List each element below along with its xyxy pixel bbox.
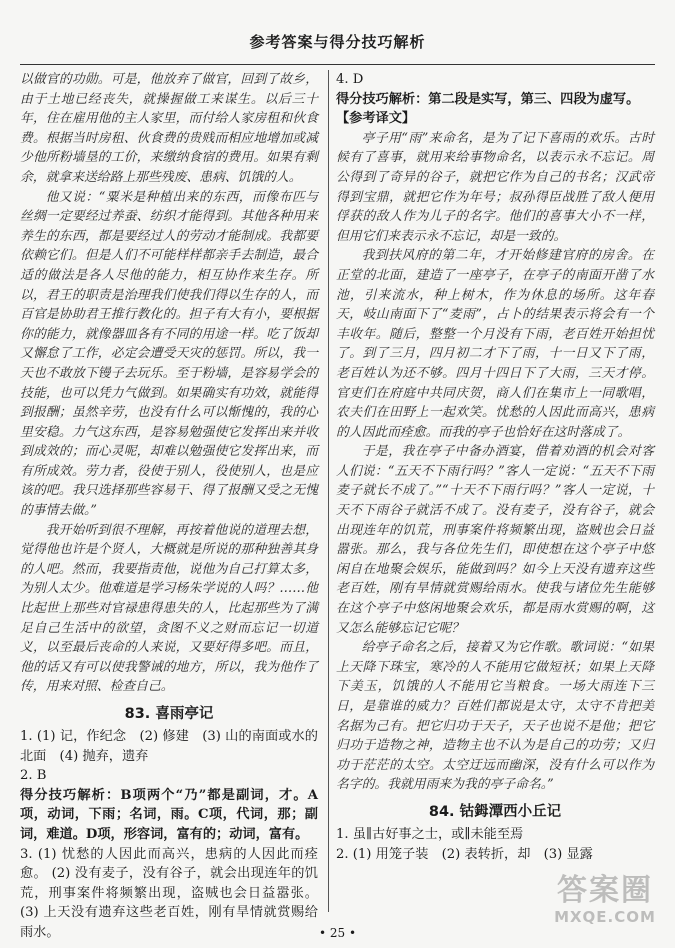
header-title: 参考答案与得分技巧解析 (249, 33, 426, 51)
answer-84-1: 1. 虽∥古好事之士，或∥未能至焉 (336, 826, 524, 842)
watermark-line-2: MXQE.COM (554, 908, 656, 926)
reference-translation-tag: 【参考译文】 (336, 111, 416, 127)
watermark-logo (551, 873, 659, 942)
right-paragraph-4: 给亭子命名之后，接着又为它作歌。歌词说：“如果上天降下珠宝，寒冷的人不能用它做短袄；如果上天降下美玉，饥饿的人不能用它当粮食。一场大雨连下三日，是靠谁的威力？百姓们都说是太守，太守不肯把美名据为己有。把它归功于天子，天子也说不是他；把它归功于造物之神，造物主也不认为是自己的功劳；又归功于茫茫的太空。太空迂远而幽深，没有什么可以作为名字的。我就用雨来为我的亭子命名。” (336, 640, 654, 793)
right-paragraph-1: 亭子用“雨”来命名，是为了记下喜雨的欢乐。古时候有了喜事，就用来给事物命名，以表示永不忘记。周公得到了奇异的谷子，就把它作为自己的书名；汉武帝得到宝鼎，就把它作为年号；叔孙得臣战胜了敌人便用俘获的敌人作为儿子的名字。他们的喜事大小不一样，但用它们来表示永不忘记，却是一致的。 (336, 130, 654, 244)
right-paragraph-3: 于是，我在亭子中备办酒宴，借着劝酒的机会对客人们说：“五天不下雨行吗？”客人一定说：“五天不下雨麦子就长不成了。”“十天不下雨行吗？”客人一定说，十天不下雨谷子就活不成了。没有麦子，没有谷子，就会出现连年的饥荒，刑事案件将频繁出现，盗贼也会日益嚣张。那么，我与各位先生们，即使想在这个亭子中悠闲自在地聚会娱乐，能做到吗？如今上天没有遗弃这些老百姓，刚有旱情就赏赐给雨水。使我与诸位先生能够在这个亭子中悠闲地聚会欢乐，都是雨水赏赐的啊，这又怎么能够忘记它呢？ (336, 444, 654, 636)
section-title-84: 84. 钴鉧潭西小丘记 (428, 803, 562, 820)
answer-83-2: 2. B (20, 768, 47, 784)
answer-83-3: 3. (1) 忧愁的人因此而高兴，患病的人因此而痊愈。 (2) 没有麦子，没有谷子，就会出现连年的饥荒，刑事案件将频繁出现，盗贼也会日益嚣张。 (3) 上天没有遗弃这些老百姓，刚有旱情就赏赐给雨水。 (20, 846, 318, 940)
right-paragraph-2: 我到扶风府的第二年，才开始修建官府的房舍。在正堂的北面，建造了一座亭子，在亭子的南面开凿了水池，引来流水，种上树木，作为休息的场所。这年春天，岐山南面下了“麦雨”，占卜的结果表示将会有一个丰收年。随后，整整一个月没有下雨，老百姓开始担忧了。到了三月，四月初二才下了雨，十一日又下了雨，老百姓认为还不够。四月十四日下了大雨，三天才停。官吏们在府庭中共同庆贺，商人们在集市上一同歌唱，农夫们在田野上一起欢笑。忧愁的人因此而高兴，患病的人因此而痊愈。而我的亭子也恰好在这时落成了。 (336, 248, 654, 440)
left-column (20, 70, 318, 940)
column-divider (328, 70, 329, 912)
page-header (20, 20, 655, 65)
left-paragraph-3: 我开始听到很不理解，再按着他说的道理去想，觉得他也许是个贤人，大概就是所说的那种独善其身的人吧。然而，我要指责他，说他为自己打算太多，为别人太少。他难道是学习杨朱学说的人吗？……他比起世上那些对官禄患得患失的人，比起那些为了满足自己生活中的欲望，贪图不义之财而忘记一切道义，以至最后丧命的人来说，又要好得多吧。而且，他的话又有可以使我警诫的地方，所以，我为他作了传，用来对照、检查自己。 (20, 522, 318, 695)
answer-82-4: 4. D (336, 72, 364, 87)
right-column (336, 70, 654, 920)
answer-82-4-analysis: 得分技巧解析：第二段是实写，第三、四段为虚写。 (336, 91, 640, 107)
answer-83-2-analysis: 得分技巧解析：B项两个“乃”都是副词，才。A项，动词，下雨；名词，雨。C项，代词，那；副词，难道。D项，形容词，富有的；动词，富有。 (20, 787, 318, 842)
watermark-line-1: 答案圈 (557, 873, 653, 908)
page-number: • 25 • (318, 926, 357, 940)
left-paragraph-1: 以做官的功勋。可是，他放弃了做官，回到了故乡，由于土地已经丧失，就操握做工来谋生。以后三十年，住在雇用他的主人家里，而付给人家房租和伙食费。根据当时房租、伙食费的贵贱而相应地增加或减少他所粉墙垦的工价，来缴纳食宿的费用。如果有剩余，就拿来送给路上那些残废、患病、饥饿的人。 (20, 72, 318, 185)
section-title-83: 83. 喜雨亭记 (124, 706, 214, 722)
answer-83-1: 1. (1) 记，作纪念 (2) 修建 (3) 山的南面或水的北面 (4) 抛弃，遗弃 (20, 729, 318, 764)
answer-84-2: 2. (1) 用笼子装 (2) 表转折，却 (3) 显露 (336, 846, 593, 862)
left-paragraph-2: 他又说：“粟米是种植出来的东西，而像布匹与丝绸一定要经过养蚕、纺织才能得到。其他各种用来养生的东西，都是要经过人的劳动才能制成。我都要依赖它们。但是人们不可能样样都亲手去制造，最合适的做法是各人尽他的能力，相互协作来生存。所以，君王的职责是治理我们使我们得以生存的人，而百官是协助君王推行教化的。担子有大有小，要根据你的能力，就像器皿各有不同的用途一样。吃了饭却又懈怠了工作，必定会遭受天灾的惩罚。所以，我一天也不敢放下镘子去玩乐。至于粉墙，是容易学会的技能，也可以凭力气做到。如果确实有功效，就能得到报酬；虽然辛劳，也没有什么可以惭愧的，我的心里安稳。力气这东西，是容易勉强使它发挥出来并收到成效的；而心灵呢，却难以勉强使它发挥出来，而有所成效。劳力者，役使于别人，役使别人，也是应该的吧。我只选择那些容易干、得了报酬又受之无愧的事情去做。” (20, 189, 318, 519)
